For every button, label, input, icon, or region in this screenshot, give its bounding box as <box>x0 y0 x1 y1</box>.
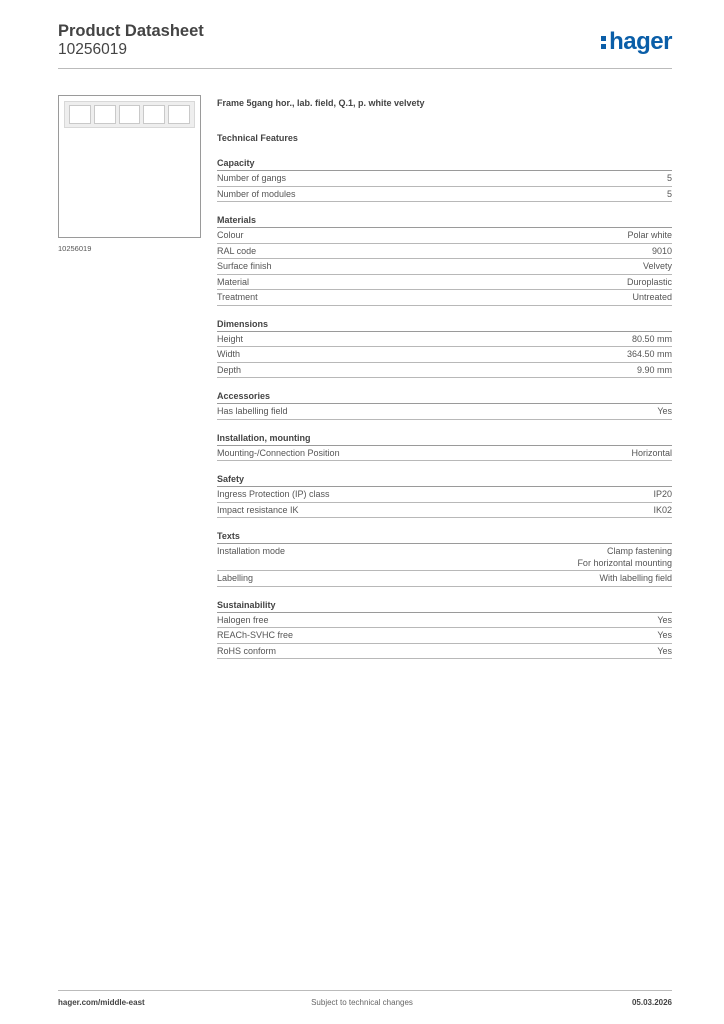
feature-value-line: Clamp fastening <box>606 546 672 556</box>
feature-label: RAL code <box>217 245 257 256</box>
feature-value-line: 80.50 mm <box>631 333 672 344</box>
feature-section <box>217 318 672 379</box>
feature-value <box>667 173 672 185</box>
feature-row <box>217 244 672 260</box>
feature-label: Treatment <box>217 292 258 302</box>
feature-row <box>217 404 672 420</box>
feature-section <box>217 390 672 420</box>
feature-value <box>632 334 672 346</box>
datasheet-content <box>217 96 672 659</box>
feature-value <box>599 573 672 585</box>
feature-label: Number of gangs <box>217 173 287 183</box>
feature-value <box>657 406 672 418</box>
footer-divider <box>58 990 672 991</box>
feature-label: Number of modules <box>217 188 296 199</box>
product-image <box>58 95 201 238</box>
feature-section <box>217 432 672 462</box>
logo-dots-icon <box>601 34 606 50</box>
feature-row <box>217 544 672 571</box>
feature-label: Mounting-/Connection Position <box>217 447 340 458</box>
section-title: Materials <box>217 214 672 228</box>
feature-row <box>217 644 672 660</box>
frame-gang <box>69 105 91 124</box>
footer-note: Subject to technical changes <box>311 998 413 1007</box>
section-title: Installation, mounting <box>217 432 672 446</box>
feature-section <box>217 473 672 518</box>
feature-row <box>217 628 672 644</box>
feature-value <box>667 189 672 201</box>
feature-row <box>217 446 672 462</box>
product-number: 10256019 <box>58 41 127 58</box>
header-divider <box>58 68 672 69</box>
feature-value-line: Polar white <box>627 230 672 240</box>
feature-value-line: Velvety <box>642 261 672 271</box>
feature-value-line: 5 <box>666 188 672 199</box>
feature-value <box>657 630 672 642</box>
feature-row <box>217 259 672 275</box>
feature-value-line: Yes <box>657 406 672 416</box>
feature-label: Material <box>217 276 250 287</box>
feature-value <box>657 646 672 658</box>
feature-row <box>217 571 672 587</box>
footer-date: 05.03.2026 <box>631 998 672 1007</box>
feature-value-line: Yes <box>657 614 672 625</box>
feature-sections <box>217 157 672 659</box>
section-title: Sustainability <box>217 599 672 613</box>
technical-features-heading: Technical Features <box>217 133 298 143</box>
feature-row <box>217 503 672 519</box>
feature-row <box>217 613 672 629</box>
feature-value <box>627 349 672 361</box>
feature-value-line: Untreated <box>632 292 672 302</box>
feature-value-line: 5 <box>666 173 672 183</box>
feature-label: Labelling <box>217 573 254 583</box>
feature-label: Surface finish <box>217 261 272 271</box>
feature-value-line: 9010 <box>651 245 672 256</box>
document-title: Product Datasheet <box>58 22 204 40</box>
section-title: Dimensions <box>217 318 672 332</box>
feature-label: RoHS conform <box>217 645 277 656</box>
frame-gang <box>119 105 141 124</box>
feature-label: Impact resistance IK <box>217 504 299 515</box>
section-title: Capacity <box>217 157 672 171</box>
hager-logo <box>601 28 672 56</box>
feature-value <box>631 448 672 460</box>
feature-value <box>577 546 672 569</box>
feature-row <box>217 363 672 379</box>
product-description: Frame 5gang hor., lab. field, Q.1, p. white velvety <box>217 98 425 108</box>
frame-gang <box>143 105 165 124</box>
feature-value <box>637 365 672 377</box>
feature-value-line: 364.50 mm <box>626 349 672 359</box>
frame-illustration <box>64 101 195 128</box>
logo-text: hager <box>609 28 672 55</box>
feature-value-line: Duroplastic <box>626 276 672 287</box>
frame-gang <box>94 105 116 124</box>
feature-value <box>652 246 672 258</box>
feature-value <box>657 615 672 627</box>
feature-value <box>653 505 672 517</box>
feature-value-line: Yes <box>657 630 672 640</box>
feature-row <box>217 171 672 187</box>
feature-label: Width <box>217 349 241 359</box>
feature-label: Ingress Protection (IP) class <box>217 489 330 499</box>
feature-value <box>643 261 672 273</box>
feature-value-line: IP20 <box>653 489 672 499</box>
feature-label: Halogen free <box>217 614 269 625</box>
section-title: Accessories <box>217 390 672 404</box>
section-title: Safety <box>217 473 672 487</box>
section-title: Texts <box>217 530 672 544</box>
frame-gang <box>168 105 190 124</box>
feature-value <box>653 489 672 501</box>
feature-value-line: For horizontal mounting <box>577 557 672 568</box>
feature-row <box>217 290 672 306</box>
feature-row <box>217 332 672 348</box>
page-header <box>58 22 672 70</box>
feature-value <box>627 277 672 289</box>
feature-label: Height <box>217 333 244 344</box>
feature-label: REACh-SVHC free <box>217 630 294 640</box>
footer-website: hager.com/middle-east <box>58 998 145 1007</box>
feature-row <box>217 275 672 291</box>
image-caption: 10256019 <box>58 244 92 253</box>
feature-label: Has labelling field <box>217 406 288 416</box>
feature-row <box>217 487 672 503</box>
feature-row <box>217 347 672 363</box>
feature-label: Depth <box>217 364 242 375</box>
feature-row <box>217 187 672 203</box>
feature-row <box>217 228 672 244</box>
feature-value-line: With labelling field <box>599 573 672 583</box>
feature-section <box>217 599 672 660</box>
feature-value-line: Yes <box>657 645 672 656</box>
feature-value-line: IK02 <box>653 504 672 515</box>
feature-value <box>627 230 672 242</box>
feature-label: Installation mode <box>217 546 286 556</box>
feature-section <box>217 214 672 306</box>
feature-section <box>217 157 672 202</box>
feature-label: Colour <box>217 230 244 240</box>
feature-value <box>632 292 672 304</box>
feature-section <box>217 530 672 587</box>
feature-value-line: 9.90 mm <box>636 364 672 375</box>
feature-value-line: Horizontal <box>631 447 672 458</box>
